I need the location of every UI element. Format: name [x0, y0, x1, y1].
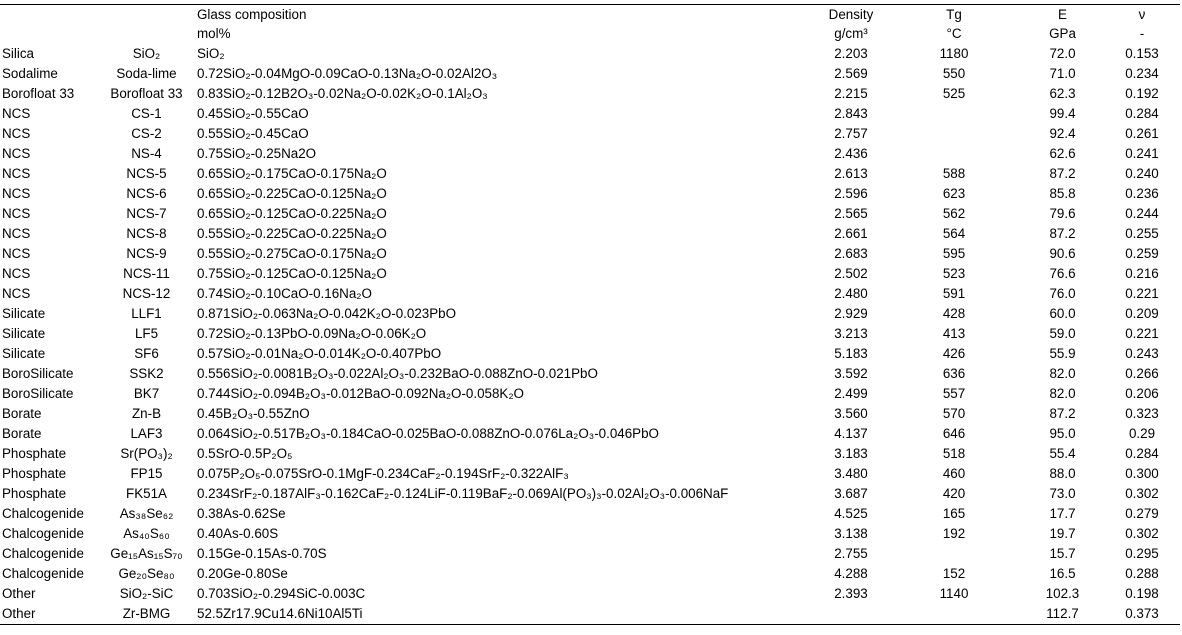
table-row	[0, 324, 1180, 344]
table-row	[0, 124, 1180, 144]
cell-composition: 0.38As-0.62Se	[197, 506, 286, 521]
cell-tg: 460	[942, 466, 966, 481]
cell-family: BoroSilicate	[2, 386, 74, 401]
header-name-unit	[98, 24, 195, 44]
cell-poisson-ratio: 0.209	[1125, 306, 1159, 321]
cell-glass-name: Zr-BMG	[98, 604, 195, 625]
cell-composition: 0.45B₂O₃-0.55ZnO	[197, 406, 310, 421]
header-composition: Glass composition	[195, 5, 815, 25]
cell-composition: 0.55SiO₂-0.45CaO	[197, 126, 309, 141]
cell-family: Other	[2, 586, 36, 601]
table-row	[0, 264, 1180, 284]
cell-glass-name: BK7	[133, 386, 160, 401]
cell-tg: 570	[942, 406, 966, 421]
cell-family: Other	[0, 604, 98, 625]
cell-family: NCS	[2, 266, 31, 281]
cell-family: NCS	[2, 146, 31, 161]
cell-tg: 636	[942, 366, 966, 381]
cell-composition: 0.234SrF₂-0.187AlF₃-0.162CaF₂-0.124LiF-0.119BaF₂-0.069Al(PO₃)₃-0.02Al₂O₃-0.006NaF	[197, 486, 729, 501]
cell-glass-name: NCS-6	[126, 186, 167, 201]
cell-glass-name: Sr(PO₃)₂	[120, 446, 173, 461]
cell-density: 2.203	[834, 46, 868, 61]
cell-glass-name: As₃₈Se₆₂	[119, 506, 174, 521]
cell-youngs-modulus: 55.4	[1049, 446, 1076, 461]
cell-composition: 0.65SiO₂-0.225CaO-0.125Na₂O	[197, 186, 387, 201]
cell-density: 2.569	[834, 66, 868, 81]
cell-poisson-ratio: 0.288	[1125, 566, 1159, 581]
cell-tg: 646	[942, 426, 966, 441]
cell-poisson-ratio: 0.300	[1125, 466, 1159, 481]
cell-poisson-ratio: 0.192	[1125, 86, 1159, 101]
table-row	[0, 144, 1180, 164]
cell-density: 3.213	[834, 326, 868, 341]
cell-poisson-ratio: 0.236	[1125, 186, 1159, 201]
cell-composition: 0.65SiO₂-0.125CaO-0.225Na₂O	[197, 206, 387, 221]
cell-tg: 557	[942, 386, 966, 401]
cell-youngs-modulus: 62.3	[1049, 86, 1076, 101]
cell-youngs-modulus: 76.6	[1049, 266, 1076, 281]
cell-family: Silicate	[2, 346, 46, 361]
cell-youngs-modulus: 95.0	[1049, 426, 1076, 441]
table-row	[0, 584, 1180, 604]
cell-density: 2.929	[834, 306, 868, 321]
header-nu: ν	[1104, 5, 1180, 25]
cell-density: 2.436	[834, 146, 868, 161]
table-row	[0, 204, 1180, 224]
cell-composition: SiO₂	[197, 46, 225, 61]
cell-density: 4.288	[834, 566, 868, 581]
cell-poisson-ratio: 0.153	[1125, 46, 1159, 61]
cell-glass-name: SiO₂-SiC	[119, 586, 174, 601]
cell-poisson-ratio: 0.255	[1125, 226, 1159, 241]
cell-youngs-modulus: 73.0	[1049, 486, 1076, 501]
cell-glass-name: SF6	[134, 346, 159, 361]
cell-density: 4.137	[834, 426, 868, 441]
cell-composition: 0.55SiO₂-0.275CaO-0.175Na₂O	[197, 246, 387, 261]
cell-poisson-ratio: 0.302	[1125, 486, 1159, 501]
cell-density: 2.215	[834, 86, 868, 101]
cell-poisson-ratio: 0.240	[1125, 166, 1159, 181]
cell-density: 2.480	[834, 286, 868, 301]
cell-composition: 0.40As-0.60S	[197, 526, 279, 541]
cell-density: 4.525	[834, 506, 868, 521]
cell-tg: 550	[942, 66, 966, 81]
cell-youngs-modulus: 79.6	[1049, 206, 1076, 221]
cell-family: NCS	[2, 246, 31, 261]
cell-glass-name: NCS-8	[126, 226, 167, 241]
cell-tg: 564	[942, 226, 966, 241]
cell-youngs-modulus: 82.0	[1049, 366, 1076, 381]
cell-poisson-ratio: 0.323	[1125, 406, 1159, 421]
cell-poisson-ratio: 0.206	[1125, 386, 1159, 401]
cell-poisson-ratio: 0.302	[1125, 526, 1159, 541]
cell-glass-name: Ge₁₅As₁₅S₇₀	[110, 546, 183, 561]
cell-family: Borate	[2, 406, 42, 421]
cell-poisson-ratio: 0.279	[1125, 506, 1159, 521]
cell-tg: 623	[942, 186, 966, 201]
cell-tg: 413	[942, 326, 966, 341]
cell-youngs-modulus: 102.3	[1045, 586, 1080, 601]
cell-composition: 0.75SiO₂-0.125CaO-0.125Na₂O	[197, 266, 387, 281]
cell-youngs-modulus: 92.4	[1049, 126, 1076, 141]
cell-composition: 0.703SiO₂-0.294SiC-0.003C	[197, 586, 366, 601]
table-row	[0, 224, 1180, 244]
cell-poisson-ratio: 0.284	[1125, 106, 1159, 121]
cell-family: NCS	[2, 166, 31, 181]
table-row	[0, 444, 1180, 464]
cell-glass-name: CS-1	[131, 106, 162, 121]
cell-density: 2.757	[834, 126, 868, 141]
cell-youngs-modulus: 15.7	[1049, 546, 1076, 561]
cell-composition: 0.72SiO₂-0.04MgO-0.09CaO-0.13Na₂O-0.02Al2O₃	[197, 66, 498, 81]
cell-poisson-ratio: 0.221	[1125, 286, 1159, 301]
cell-youngs-modulus: 72.0	[1049, 46, 1076, 61]
cell-family: NCS	[2, 286, 31, 301]
cell-glass-name: Zn-B	[131, 406, 162, 421]
cell-poisson-ratio: 0.216	[1125, 266, 1159, 281]
cell-composition: 52.5Zr17.9Cu14.6Ni10Al5Ti	[195, 604, 815, 625]
cell-composition: 0.65SiO₂-0.175CaO-0.175Na₂O	[197, 166, 387, 181]
cell-density: 3.183	[834, 446, 868, 461]
glass-properties-table	[0, 4, 1180, 625]
header-row-titles	[0, 5, 1180, 25]
cell-tg: 518	[942, 446, 966, 461]
header-e-unit: GPa	[1049, 26, 1076, 41]
cell-poisson-ratio: 0.234	[1125, 66, 1159, 81]
cell-glass-name: LAF3	[130, 426, 163, 441]
cell-glass-name: NCS-11	[123, 266, 170, 281]
table-row	[0, 284, 1180, 304]
cell-family: Phosphate	[2, 446, 67, 461]
cell-glass-name: FP15	[130, 466, 163, 481]
cell-youngs-modulus: 76.0	[1049, 286, 1076, 301]
header-composition-unit: mol%	[197, 26, 231, 41]
table-row	[0, 464, 1180, 484]
cell-poisson-ratio: 0.284	[1125, 446, 1159, 461]
cell-composition: 0.744SiO₂-0.094B₂O₃-0.012BaO-0.092Na₂O-0.058K₂O	[197, 386, 524, 401]
cell-tg	[887, 124, 1021, 144]
cell-glass-name: Borofloat 33	[110, 86, 183, 101]
table-row	[0, 184, 1180, 204]
cell-tg: 428	[942, 306, 966, 321]
cell-poisson-ratio: 0.373	[1104, 604, 1180, 625]
cell-family: Chalcogenide	[2, 526, 84, 541]
table-row	[0, 64, 1180, 84]
cell-density: 2.661	[834, 226, 868, 241]
table-row	[0, 164, 1180, 184]
table-row	[0, 104, 1180, 124]
cell-glass-name: As₄₀S₆₀	[123, 526, 170, 541]
cell-composition: 0.20Ge-0.80Se	[197, 566, 288, 581]
cell-tg: 1180	[939, 46, 969, 61]
cell-glass-name: Ge₂₀Se₈₀	[118, 566, 175, 581]
cell-glass-name: LLF1	[131, 306, 162, 321]
header-name	[98, 5, 195, 25]
cell-glass-name: NCS-9	[126, 246, 167, 261]
cell-family: NCS	[2, 126, 31, 141]
cell-family: Chalcogenide	[2, 506, 84, 521]
cell-glass-name: NCS-12	[122, 286, 171, 301]
table-row	[0, 564, 1180, 584]
cell-density: 3.138	[834, 526, 868, 541]
cell-density: 3.687	[834, 486, 868, 501]
cell-tg: 591	[942, 286, 966, 301]
cell-youngs-modulus: 99.4	[1049, 106, 1076, 121]
cell-family: Borofloat 33	[2, 86, 75, 101]
cell-youngs-modulus: 87.2	[1049, 406, 1076, 421]
cell-composition: 0.83SiO₂-0.12B2O₃-0.02Na₂O-0.02K₂O-0.1Al₂O₃	[197, 86, 488, 101]
table-row	[0, 304, 1180, 324]
cell-youngs-modulus: 90.6	[1049, 246, 1076, 261]
cell-poisson-ratio: 0.259	[1125, 246, 1159, 261]
cell-poisson-ratio: 0.295	[1125, 546, 1159, 561]
header-family	[0, 5, 98, 25]
table-row	[0, 484, 1180, 504]
cell-youngs-modulus: 88.0	[1049, 466, 1076, 481]
cell-tg: 588	[942, 166, 966, 181]
table-row	[0, 424, 1180, 444]
table-row	[0, 344, 1180, 364]
cell-tg	[887, 104, 1021, 124]
cell-tg: 523	[942, 266, 966, 281]
cell-tg: 595	[942, 246, 966, 261]
cell-composition: 0.57SiO₂-0.01Na₂O-0.014K₂O-0.407PbO	[197, 346, 442, 361]
cell-family: NCS	[2, 226, 31, 241]
cell-composition: 0.075P₂O₅-0.075SrO-0.1MgF-0.234CaF₂-0.194SrF₂-0.322AlF₃	[197, 466, 569, 481]
cell-poisson-ratio: 0.241	[1125, 146, 1159, 161]
cell-density: 2.843	[834, 106, 868, 121]
cell-glass-name: NS-4	[131, 146, 162, 161]
header-tg-unit: °C	[946, 26, 962, 41]
table-row	[0, 244, 1180, 264]
table-row	[0, 404, 1180, 424]
header-tg: Tg	[887, 5, 1021, 25]
cell-youngs-modulus: 87.2	[1049, 226, 1076, 241]
table-body	[0, 44, 1180, 625]
cell-family: Silicate	[2, 306, 46, 321]
cell-family: Silicate	[2, 326, 46, 341]
cell-glass-name: SiO₂	[132, 46, 161, 61]
cell-glass-name: LF5	[134, 326, 159, 341]
cell-youngs-modulus: 16.5	[1049, 566, 1076, 581]
cell-density: 2.613	[834, 166, 868, 181]
cell-glass-name: NCS-7	[126, 206, 167, 221]
cell-youngs-modulus: 85.8	[1049, 186, 1076, 201]
cell-tg	[887, 544, 1021, 564]
cell-youngs-modulus: 87.2	[1049, 166, 1076, 181]
header-nu-unit: -	[1139, 26, 1145, 41]
table-row	[0, 44, 1180, 64]
cell-composition: 0.556SiO₂-0.0081B₂O₃-0.022Al₂O₃-0.232BaO-0.088ZnO-0.021PbO	[197, 366, 598, 381]
cell-density: 3.480	[834, 466, 868, 481]
cell-density: 3.592	[834, 366, 868, 381]
cell-youngs-modulus: 60.0	[1049, 306, 1076, 321]
cell-family: Chalcogenide	[2, 546, 84, 561]
header-row-units	[0, 24, 1180, 44]
cell-family: NCS	[2, 206, 31, 221]
table-row	[0, 604, 1180, 625]
cell-density	[815, 604, 887, 625]
cell-poisson-ratio: 0.29	[1128, 426, 1156, 441]
cell-family: Chalcogenide	[2, 566, 84, 581]
cell-tg	[887, 604, 1021, 625]
cell-family: Silica	[2, 46, 34, 61]
cell-tg: 192	[942, 526, 966, 541]
cell-poisson-ratio: 0.221	[1125, 326, 1159, 341]
cell-youngs-modulus: 59.0	[1049, 326, 1076, 341]
cell-family: Sodalime	[2, 66, 58, 81]
cell-density: 2.502	[834, 266, 868, 281]
cell-composition: 0.15Ge-0.15As-0.70S	[197, 546, 327, 561]
cell-density: 5.183	[834, 346, 868, 361]
cell-density: 2.683	[834, 246, 868, 261]
cell-composition: 0.72SiO₂-0.13PbO-0.09Na₂O-0.06K₂O	[197, 326, 427, 341]
cell-youngs-modulus: 82.0	[1049, 386, 1076, 401]
cell-family: NCS	[2, 186, 31, 201]
cell-youngs-modulus: 17.7	[1049, 506, 1076, 521]
cell-tg: 525	[942, 86, 966, 101]
table-row	[0, 364, 1180, 384]
cell-composition: 0.45SiO₂-0.55CaO	[197, 106, 309, 121]
cell-poisson-ratio: 0.244	[1125, 206, 1159, 221]
cell-tg: 165	[942, 506, 966, 521]
header-density-unit: g/cm³	[834, 26, 868, 41]
header-e: E	[1021, 5, 1104, 25]
cell-family: Phosphate	[2, 486, 67, 501]
cell-poisson-ratio: 0.243	[1125, 346, 1159, 361]
cell-density: 2.393	[834, 586, 868, 601]
cell-glass-name: SSK2	[129, 366, 164, 381]
cell-tg: 152	[942, 566, 966, 581]
cell-youngs-modulus: 19.7	[1049, 526, 1076, 541]
cell-youngs-modulus: 55.9	[1049, 346, 1076, 361]
cell-composition: 0.75SiO₂-0.25Na2O	[197, 146, 317, 161]
table-row	[0, 384, 1180, 404]
cell-composition: 0.064SiO₂-0.517B₂O₃-0.184CaO-0.025BaO-0.088ZnO-0.076La₂O₃-0.046PbO	[197, 426, 659, 441]
cell-glass-name: FK51A	[126, 486, 167, 501]
cell-glass-name: NCS-5	[126, 166, 167, 181]
table-row	[0, 524, 1180, 544]
cell-composition: 0.5SrO-0.5P₂O₅	[197, 446, 293, 461]
cell-youngs-modulus: 112.7	[1021, 604, 1104, 625]
cell-tg: 426	[942, 346, 966, 361]
table-row	[0, 84, 1180, 104]
cell-composition: 0.871SiO₂-0.063Na₂O-0.042K₂O-0.023PbO	[197, 306, 457, 321]
table-row	[0, 504, 1180, 524]
cell-density: 2.499	[834, 386, 868, 401]
cell-youngs-modulus: 62.6	[1049, 146, 1076, 161]
cell-density: 2.755	[834, 546, 868, 561]
cell-tg: 562	[942, 206, 966, 221]
cell-family: Phosphate	[2, 466, 67, 481]
cell-youngs-modulus: 71.0	[1049, 66, 1076, 81]
cell-tg: 420	[942, 486, 966, 501]
cell-poisson-ratio: 0.261	[1125, 126, 1159, 141]
header-density: Density	[815, 5, 887, 25]
header-family-unit	[0, 24, 98, 44]
cell-family: NCS	[2, 106, 31, 121]
table-row	[0, 544, 1180, 564]
cell-glass-name: Soda-lime	[116, 66, 177, 81]
cell-density: 2.565	[834, 206, 868, 221]
cell-glass-name: CS-2	[131, 126, 162, 141]
cell-density: 3.560	[834, 406, 868, 421]
cell-family: Borate	[2, 426, 42, 441]
cell-density: 2.596	[834, 186, 868, 201]
cell-poisson-ratio: 0.266	[1125, 366, 1159, 381]
cell-composition: 0.55SiO₂-0.225CaO-0.225Na₂O	[197, 226, 387, 241]
cell-composition: 0.74SiO₂-0.10CaO-0.16Na₂O	[197, 286, 372, 301]
cell-poisson-ratio: 0.198	[1125, 586, 1159, 601]
cell-tg: 1140	[939, 586, 969, 601]
cell-tg	[887, 144, 1021, 164]
cell-family: BoroSilicate	[2, 366, 74, 381]
